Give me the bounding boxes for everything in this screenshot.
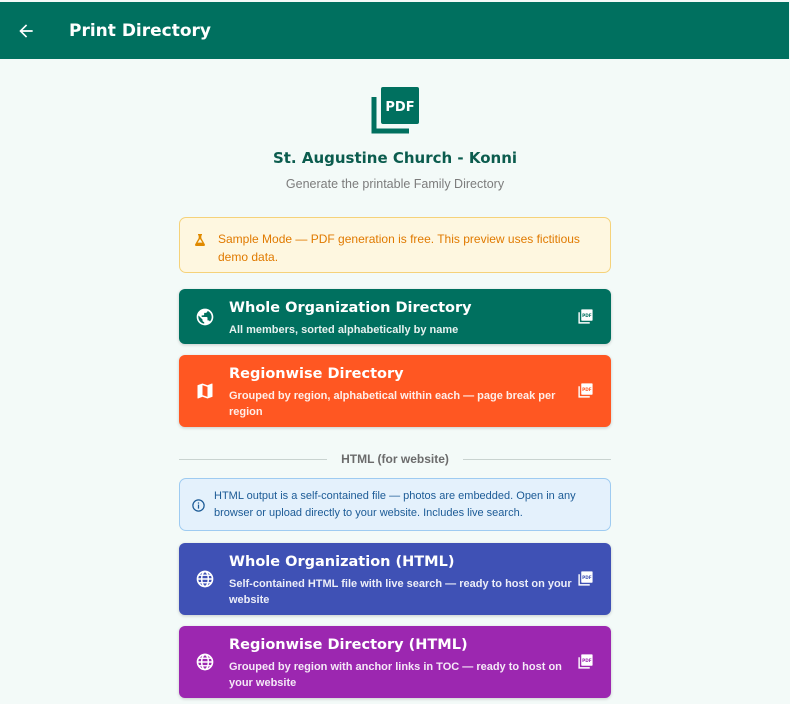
language-icon [195,652,215,672]
regionwise-directory-html-button[interactable] [179,626,611,698]
card-title: Whole Organization (HTML) [229,554,455,570]
sample-mode-text: Sample Mode — PDF generation is free. This preview uses fictitious demo data. [218,232,580,264]
html-info-text: HTML output is a self-contained file — photos are embedded. Open in any browser or upload directly to your website. Includes live search. [214,490,576,519]
svg-text:PDF: PDF [582,387,592,393]
flask-icon [192,232,208,248]
regionwise-directory-button[interactable] [179,355,611,427]
organization-name: St. Augustine Church - Konni [272,149,518,167]
arrow-back-icon [16,21,36,41]
card-title: Regionwise Directory (HTML) [229,637,468,653]
divider-label: HTML (for website) [341,452,449,466]
card-title: Regionwise Directory [229,366,404,382]
pdf-file-icon [577,570,594,587]
whole-organization-html-button[interactable] [179,543,611,615]
pdf-file-icon [577,382,594,399]
page-subtitle: Generate the printable Family Directory [285,177,505,191]
html-info-notice [179,478,611,531]
card-subtitle: All members, sorted alphabetically by name [229,324,459,336]
svg-text:PDF: PDF [582,658,592,664]
svg-text:PDF: PDF [582,575,592,581]
page-title: Print Directory [69,20,212,41]
whole-organization-directory-button[interactable] [179,289,611,344]
app-bar [0,2,789,59]
back-button[interactable] [13,18,39,44]
globe-icon [195,307,215,327]
map-icon [195,381,215,401]
pdf-icon-label: PDF [385,100,415,115]
pdf-file-icon [577,308,594,325]
svg-text:PDF: PDF [582,313,592,319]
language-icon [195,569,215,589]
card-title: Whole Organization Directory [229,300,472,316]
pdf-icon [371,87,419,134]
card-subtitle: Grouped by region, alphabetical within each — page break per region [229,390,556,418]
html-section-divider [179,451,611,469]
card-subtitle: Self-contained HTML file with live search — ready to host on your website [229,578,572,606]
card-subtitle: Grouped by region with anchor links in TOC — ready to host on your website [229,661,562,689]
divider-line [463,459,611,460]
info-icon [191,498,206,513]
sample-mode-notice [179,217,611,273]
pdf-file-icon [577,653,594,670]
